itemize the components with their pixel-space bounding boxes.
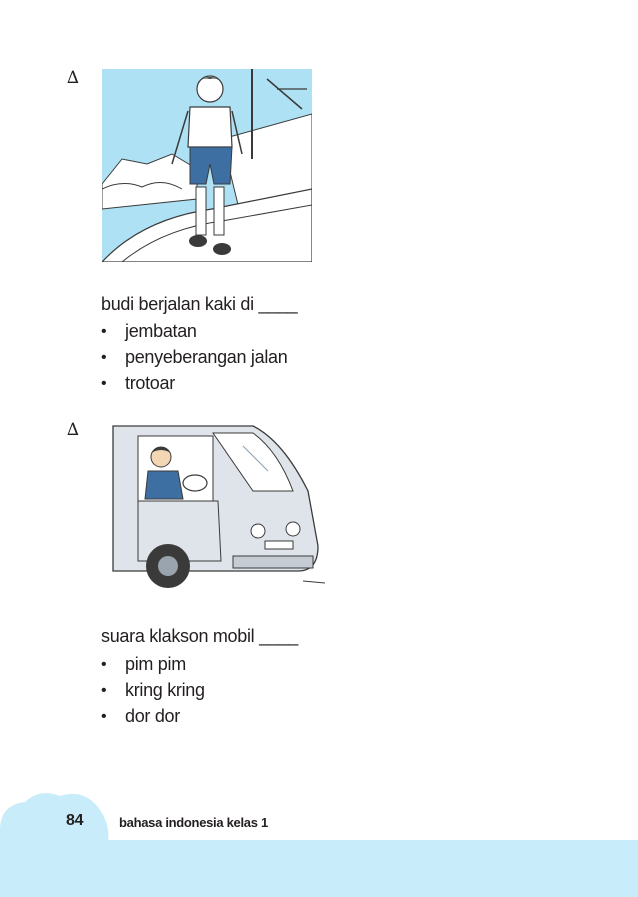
question-2-marker: ∆ xyxy=(67,420,79,440)
page-number: 84 xyxy=(66,812,84,829)
bullet-icon: • xyxy=(101,374,107,392)
bullet-icon: • xyxy=(101,348,107,366)
question-1-text: budi berjalan kaki di ____ xyxy=(101,294,298,314)
question-2-text: suara klakson mobil ____ xyxy=(101,626,298,646)
bullet-icon: • xyxy=(101,655,107,673)
option-label: pim pim xyxy=(125,654,186,674)
bullet-icon: • xyxy=(101,707,107,725)
option-label: dor dor xyxy=(125,706,180,726)
bullet-icon: • xyxy=(101,681,107,699)
question-2-option-2[interactable] xyxy=(101,680,205,701)
option-label: trotoar xyxy=(125,373,175,393)
question-2-option-1[interactable] xyxy=(101,654,186,675)
question-1-marker: ∆ xyxy=(67,68,79,88)
bullet-icon: • xyxy=(101,322,107,340)
question-2-option-3[interactable] xyxy=(101,706,180,727)
illustration-man-driving-van xyxy=(103,421,325,591)
option-label: penyeberangan jalan xyxy=(125,347,288,367)
option-label: jembatan xyxy=(125,321,197,341)
question-1-option-2[interactable] xyxy=(101,347,287,368)
footer-cloud-band xyxy=(0,770,638,897)
illustration-boy-walking-on-sidewalk xyxy=(102,69,312,262)
footer-book-title: bahasa indonesia kelas 1 xyxy=(119,815,268,830)
option-label: kring kring xyxy=(125,680,205,700)
question-1-option-3[interactable] xyxy=(101,373,175,394)
question-1-option-1[interactable] xyxy=(101,321,197,342)
